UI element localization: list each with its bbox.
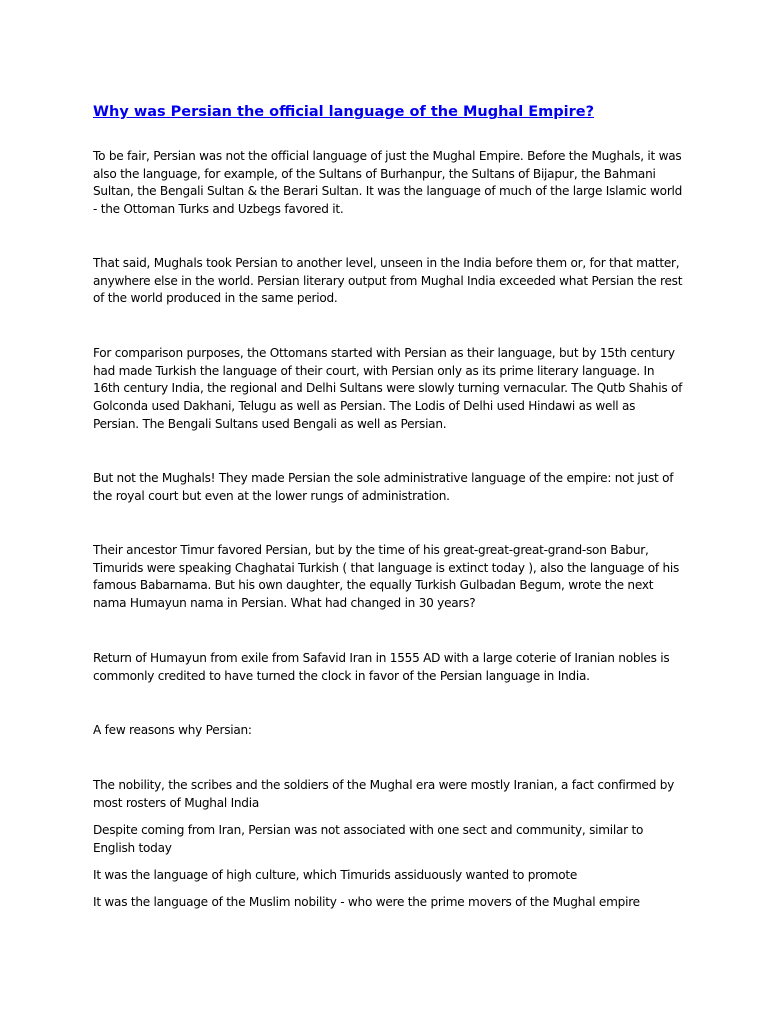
paragraph-humayun-return: Return of Humayun from exile from Safavid Iran in 1555 AD with a large coterie of Iranian nobles is commonly credited to have turned the clock in favor of the Persian language in India. xyxy=(93,651,670,683)
paragraph-reasons-intro: A few reasons why Persian: xyxy=(93,723,252,737)
reason-item-sect: Despite coming from Iran, Persian was not associated with one sect and community, similar to English today xyxy=(93,823,644,855)
document-title-link[interactable]: Why was Persian the official language of the Mughal Empire? xyxy=(93,104,594,120)
paragraph-not-mughals: But not the Mughals! They made Persian the sole administrative language of the empire: not just of the royal court but even at the lower rungs of administration. xyxy=(93,471,674,503)
paragraph-timur: Their ancestor Timur favored Persian, but by the time of his great-great-great-grand-son Babur, Timurids were speaking Chaghatai Turkish ( that language is extinct today ), also the language of his famous Babarnama. But his own daughter, the equally Turkish Gulbadan Begum, wrote the next nama Humayun nama in Persian. What had changed in 30 years? xyxy=(93,543,680,611)
reason-item-high-culture: It was the language of high culture, which Timurids assiduously wanted to promote xyxy=(93,868,578,882)
reason-item-nobility: The nobility, the scribes and the soldiers of the Mughal era were mostly Iranian, a fact confirmed by most rosters of Mughal India xyxy=(93,778,675,810)
reason-item-muslim-nobility: It was the language of the Muslim nobility - who were the prime movers of the Mughal empire xyxy=(93,895,640,909)
paragraph-comparison: For comparison purposes, the Ottomans started with Persian as their language, but by 15th century had made Turkish the language of their court, with Persian only as its prime literary language. In 16th century India, the regional and Delhi Sultans were slowly turning vernacular. The Qutb Shahis of Golconda used Dakhani, Telugu as well as Persian. The Lodis of Delhi used Hindawi as well as Persian. The Bengali Sultans used Bengali as well as Persian. xyxy=(93,346,683,431)
paragraph-mughal-level: That said, Mughals took Persian to another level, unseen in the India before them or, for that matter, anywhere else in the world. Persian literary output from Mughal India exceeded what Persian the rest of the world produced in the same period. xyxy=(93,256,683,306)
paragraph-intro: To be fair, Persian was not the official language of just the Mughal Empire. Before the Mughals, it was also the language, for example, of the Sultans of Burhanpur, the Sultans of Bijapur, the Bahmani Sultan, the Bengali Sultan & the Berari Sultan. It was the language of much of the large Islamic world - the Ottoman Turks and Uzbegs favored it. xyxy=(93,149,683,217)
